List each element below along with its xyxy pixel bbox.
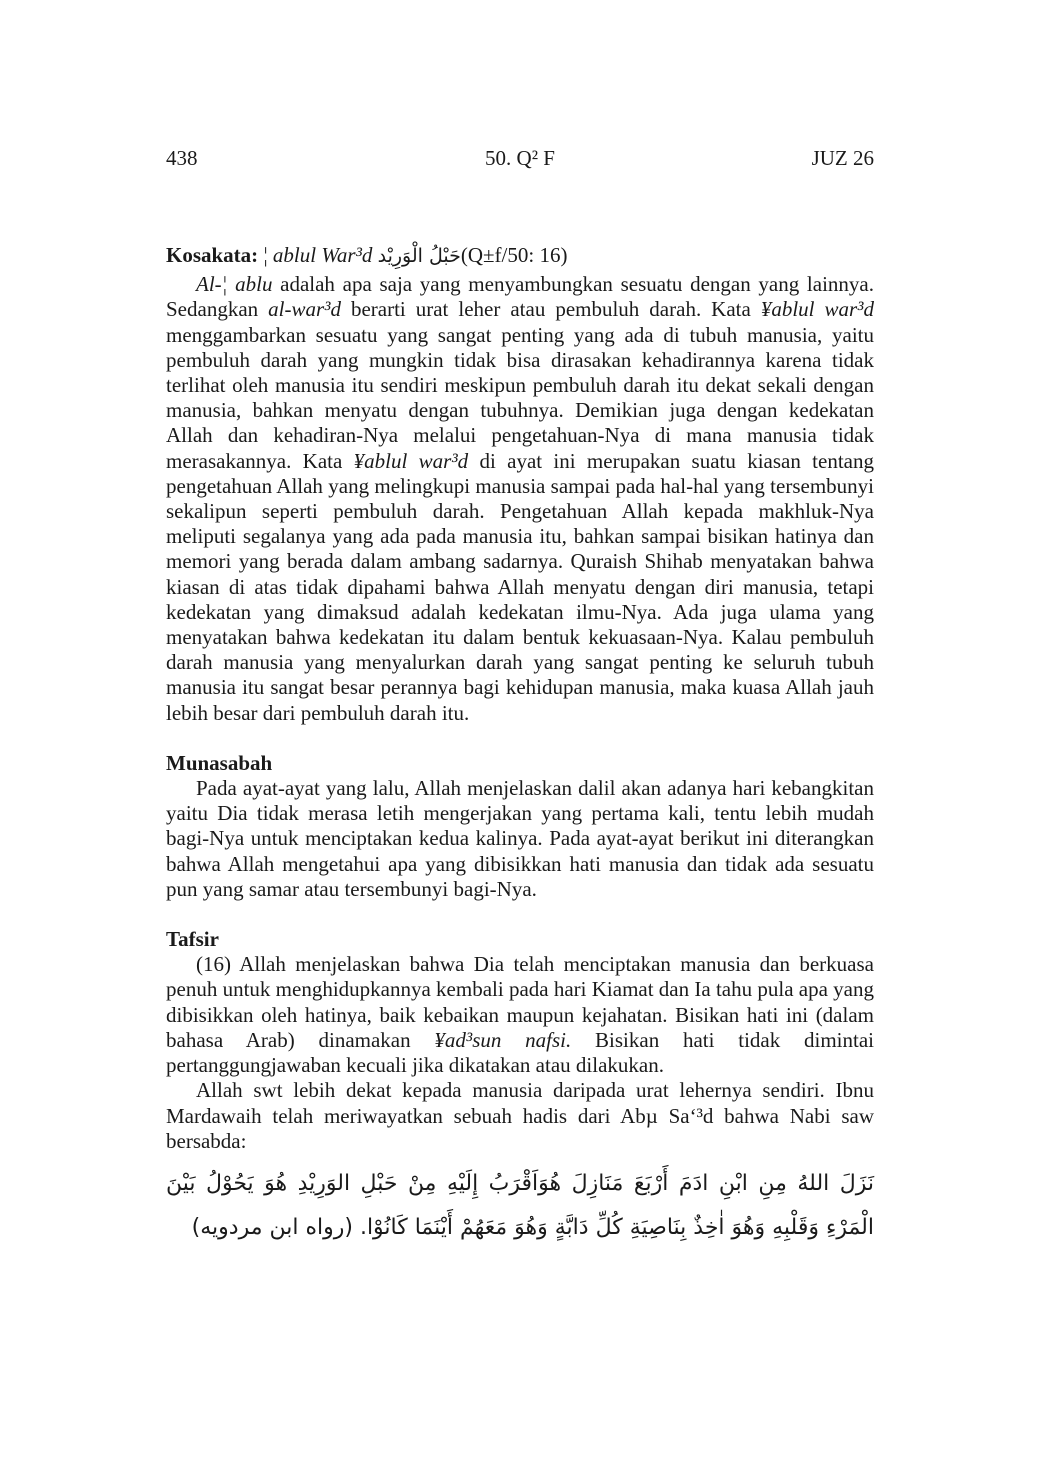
term-hablul-warid: ¥ablul war³d <box>353 448 469 473</box>
kosakata-ref: (Q±f/50: 16) <box>460 243 568 267</box>
kosakata-heading <box>166 243 874 269</box>
kosakata-label: Kosakata: <box>166 243 259 267</box>
text: di ayat ini merupakan suatu kiasan tentang pengetahuan Allah yang melingkupi manusia sampai pada hal-hal yang tersembunyi sekalipun seperti pembuluh darah. Pengetahuan Allah kepada makhluk-Nya meliputi segalanya yang ada pada manusia itu, bahkan sampai bisikan hatinya dan memori yang berada dalam ambang sadarnya. Quraish Shihab menyatakan bahwa kiasan di atas tidak dipahami bahwa Allah menyatu dengan diri manusia, tetapi kedekatan yang dimaksud adalah kedekatan ilmu-Nya. Ada juga ulama yang menyatakan bahwa kedekatan itu dalam bentuk kekuasaan-Nya. Kalau pembuluh darah manusia yang menyalurkan darah yang sangat penting ke seluruh tubuh manusia itu sangat besar perannya bagi kehidupan manusia, maka kuasa Allah jauh lebih besar dari pembuluh darah itu. <box>166 448 874 725</box>
running-header <box>166 146 874 174</box>
munasabah-heading: Munasabah <box>166 750 273 775</box>
text: (16) Allah menjelaskan bahwa Dia telah menciptakan manusia dan berkuasa penuh untuk menghidupkannya kembali pada hari Kiamat dan Ia tahu pula apa yang dibisikkan oleh hatinya, baik kebaikan maupun kejahatan. Bisikan hati ini (dalam bahasa Arab) dinamakan <box>166 952 874 1052</box>
tafsir-paragraph-1 <box>166 952 874 1078</box>
kosakata-term: ablul War³d <box>267 243 373 267</box>
term-al-warid: al-war³d <box>268 297 341 322</box>
text: menggambarkan sesuatu yang sangat penting yang ada di tubuh manusia, yaitu pembuluh darah yang mungkin tidak bisa dirasakan kehadirannya karena tidak terlihat oleh manusia itu sendiri meskipun pembuluh darah itu dekat sekali dengan manusia, bahkan menyatu dengan tubuhnya. Demikian juga dengan kedekatan Allah dan kehadiran-Nya melalui pengetahuan-Nya di mana manusia tidak merasakannya. Kata <box>166 322 874 473</box>
term-hablul-warid: ¥ablul war³d <box>760 297 874 322</box>
kosakata-term-prefix: ¦ <box>263 243 268 267</box>
hadith-arabic <box>166 1162 874 1250</box>
munasabah-paragraph: Pada ayat-ayat yang lalu, Allah menjelaskan dalil akan adanya hari kebangkitan yaitu Dia tidak merasa letih mengerjakan yang pertama kali, tentu lebih mudah bagi-Nya untuk menciptakan kedua kalinya. Pada ayat-ayat berikut ini diterangkan bahwa Allah mengetahui apa yang dibisikkan hati manusia dan tidak ada sesuatu pun yang samar atau tersembunyi bagi-Nya. <box>166 776 874 901</box>
hadith-text: نَزَلَ اللهُ مِنِ ابْنِ ادَمَ أَرْبَعَ مَنَازِلَ هُوَاَقْرَبُ إِلَيْهِ مِنْ حَبْلِ الوَرِيْدِ هُوَ يَحُوْلُ بَيْنَ الْمَرْءِ وَقَلْبِهِ وَهُوَ اٰخِذٌ بِنَاصِيَةِ كُلِّ دَابَّةٍ وَهُوَ مَعَهُمْ أَيْنَمَا كَانُوْا. <box>166 1170 874 1240</box>
page-body <box>166 243 874 1250</box>
term-hadisun-nafsi: ¥ad³sun nafsi. <box>434 1027 572 1052</box>
term-al-hablu: Al-¦ ablu <box>196 272 273 297</box>
juz-label: JUZ 26 <box>811 146 874 170</box>
tafsir-heading: Tafsir <box>166 927 219 952</box>
text: Bisikan hati tidak dimintai pertanggungjawaban kecuali jika dikatakan atau dilakukan. <box>166 1027 874 1078</box>
text: adalah apa saja yang menyambungkan sesuatu dengan yang lainnya. Sedangkan <box>166 272 874 322</box>
hadith-source: (رواه ابن مردويه) <box>191 1214 353 1240</box>
kosakata-arabic: حَبْلُ الْوَرِيْد <box>377 245 461 267</box>
kosakata-paragraph <box>166 272 874 726</box>
surah-title: 50. Q² F <box>485 146 555 170</box>
text: berarti urat leher atau pembuluh darah. Kata <box>340 297 761 322</box>
page-number: 438 <box>166 146 198 170</box>
tafsir-paragraph-2: Allah swt lebih dekat kepada manusia daripada urat lehernya sendiri. Ibnu Mardawaih telah meriwayatkan sebuah hadis dari Abµ Sa‘³d bahwa Nabi saw bersabda: <box>166 1078 874 1153</box>
